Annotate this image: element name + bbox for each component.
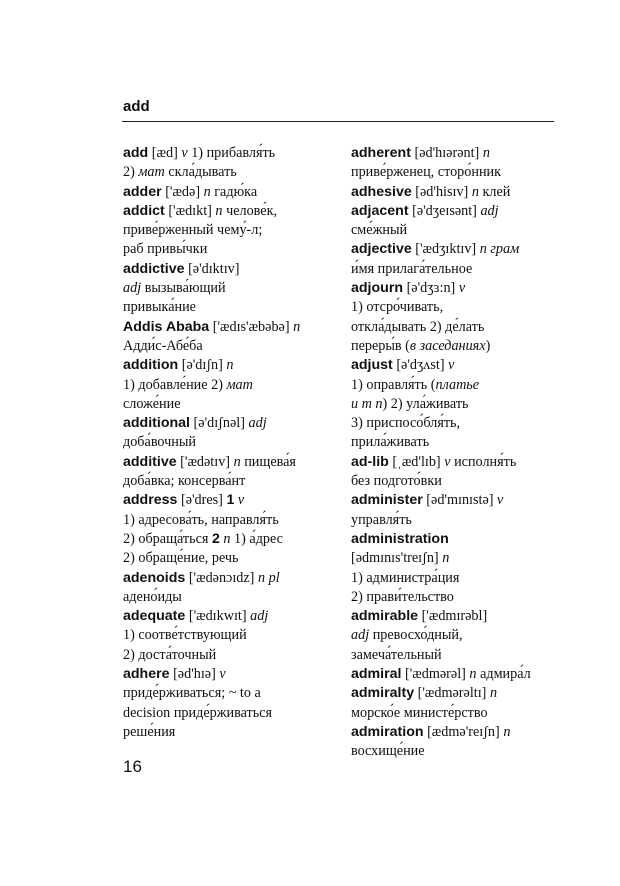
entry-text: раб привы́чки xyxy=(123,241,208,258)
entry-line xyxy=(351,318,566,337)
entry-line xyxy=(351,221,566,240)
headword: adhesive xyxy=(351,183,412,200)
entry-text: [əd'hisɪv] xyxy=(411,183,472,200)
entry-line xyxy=(123,723,328,742)
entry-line xyxy=(123,414,328,433)
entry-text: ['ædɪkt] xyxy=(164,202,216,219)
entry-line xyxy=(351,395,566,414)
entry-text: пищева́я xyxy=(240,453,296,470)
dictionary-entry xyxy=(123,569,328,608)
entry-line xyxy=(123,183,328,202)
entry-text: превосхо́дный, xyxy=(369,627,463,644)
dictionary-entry xyxy=(123,414,328,453)
entry-text: адено́иды xyxy=(123,588,182,605)
entry-line xyxy=(351,491,566,510)
dictionary-entry xyxy=(123,607,328,665)
entry-line xyxy=(351,472,566,491)
entry-line xyxy=(351,298,566,317)
headword: ad-lib xyxy=(351,453,389,470)
entry-line xyxy=(351,376,566,395)
headword: addict xyxy=(123,202,165,219)
entry-text: ['ædmɪrəbl] xyxy=(418,608,488,625)
entry-line xyxy=(123,376,328,395)
entry-text: [ə'dɪʃn] xyxy=(178,357,227,374)
sense-number: 1 xyxy=(226,492,235,509)
entry-line xyxy=(351,646,566,665)
entry-line xyxy=(123,588,328,607)
dictionary-entry xyxy=(123,356,328,414)
italic-label: и т п xyxy=(351,395,383,412)
entry-line xyxy=(351,511,566,530)
entry-line xyxy=(351,433,566,452)
entry-text: 1) добавле́ние 2) xyxy=(123,376,227,393)
entry-text: приве́рженный чему́-л; xyxy=(123,222,263,239)
italic-label: v xyxy=(237,492,245,509)
headword: additional xyxy=(123,415,190,432)
italic-label: n xyxy=(489,685,498,702)
headword: admiral xyxy=(351,666,402,683)
entry-text: приве́рженец, сторо́нник xyxy=(351,164,502,181)
entry-text: адмира́л xyxy=(476,666,531,683)
headword: adjacent xyxy=(351,202,409,219)
entry-text: ) 2) ула́живать xyxy=(382,395,469,412)
entry-line xyxy=(351,742,566,761)
italic-label: n xyxy=(482,145,490,161)
entry-text: и́мя прилага́тельное xyxy=(351,260,473,277)
entry-line xyxy=(123,607,328,626)
entry-line xyxy=(351,183,566,202)
entry-text: ['ædmərəltɪ] xyxy=(414,685,490,702)
headword: administer xyxy=(351,492,423,509)
entry-text: 2) прави́тельство xyxy=(351,588,454,605)
entry-text: [æd] xyxy=(148,145,182,161)
entry-line xyxy=(351,163,566,182)
entry-line xyxy=(123,337,328,356)
italic-label: платье xyxy=(435,376,480,393)
entry-text: 3) приспосо́бля́ть, xyxy=(351,415,461,432)
dictionary-entry xyxy=(351,723,566,762)
sense-number: 2 xyxy=(211,530,220,547)
headword: admiralty xyxy=(351,685,415,702)
entry-line xyxy=(351,530,566,549)
entry-text: замеча́тельный xyxy=(351,646,442,663)
entry-line xyxy=(123,260,328,279)
italic-label: n xyxy=(293,318,301,335)
entry-line xyxy=(123,279,328,298)
headword: adhere xyxy=(123,666,170,683)
entry-line xyxy=(123,646,328,665)
entry-line xyxy=(351,704,566,723)
entry-line xyxy=(123,472,328,491)
entry-line xyxy=(351,337,566,356)
entry-text: ['ædənɔɪdz] xyxy=(185,569,258,586)
italic-label: n xyxy=(215,202,223,219)
entry-text: ['ædə] xyxy=(161,183,204,200)
entry-line xyxy=(351,665,566,684)
entry-text: [ə'dʒɜ:n] xyxy=(403,280,459,297)
headword: adjective xyxy=(351,241,412,258)
header-rule xyxy=(122,121,554,122)
headword: adder xyxy=(123,183,162,200)
italic-label: adj xyxy=(351,627,370,644)
entry-text: 2) обраще́ние, речь xyxy=(123,550,239,567)
entry-text: [əd'hɪərənt] xyxy=(410,145,483,161)
entry-text: гадю́ка xyxy=(210,183,258,200)
dictionary-entry xyxy=(351,144,566,183)
entry-line xyxy=(351,607,566,626)
entry-text: [ə'dɪʃnəl] xyxy=(190,415,249,432)
entry-line xyxy=(351,144,566,163)
dictionary-entry xyxy=(351,240,566,279)
entry-text: привыка́ние xyxy=(123,299,196,316)
italic-label: v xyxy=(181,145,188,161)
entry-line xyxy=(351,202,566,221)
entry-text: вызыва́ющий xyxy=(141,280,226,297)
page-number: 16 xyxy=(123,757,142,776)
entry-text: ['ædmərəl] xyxy=(401,666,470,683)
entry-line xyxy=(351,549,566,568)
dictionary-entry xyxy=(123,318,328,357)
entry-text: доба́вочный xyxy=(123,434,197,451)
entry-text: 2) обраща́ться xyxy=(123,530,212,547)
entry-line xyxy=(123,298,328,317)
entry-text: ['ædʒɪktɪv] xyxy=(411,241,480,258)
entry-line xyxy=(351,626,566,645)
dictionary-entry xyxy=(123,665,328,742)
left-column xyxy=(123,144,328,742)
italic-label: n xyxy=(226,357,234,374)
entry-line xyxy=(351,684,566,703)
entry-line xyxy=(123,511,328,530)
headword: admirable xyxy=(351,608,419,625)
entry-text: ) xyxy=(485,337,491,354)
entry-text: 2) xyxy=(123,164,139,181)
italic-label: n xyxy=(469,666,477,683)
dictionary-entry xyxy=(351,183,566,202)
entry-line xyxy=(123,318,328,337)
entry-text: 1) адресова́ть, направля́ть xyxy=(123,511,279,528)
dictionary-entry xyxy=(123,453,328,492)
entry-line xyxy=(123,163,328,182)
italic-label: мат xyxy=(138,164,165,181)
entry-text: клей xyxy=(478,183,511,200)
right-column xyxy=(351,144,566,762)
dictionary-entry xyxy=(351,453,566,492)
entry-text: прила́живать xyxy=(351,434,430,451)
entry-text: сложе́ние xyxy=(123,395,181,412)
italic-label: n xyxy=(503,723,511,740)
entry-text: 1) администра́ция xyxy=(351,569,460,586)
entry-text: доба́вка; консерва́нт xyxy=(123,473,246,490)
entry-line xyxy=(123,202,328,221)
entry-line xyxy=(123,665,328,684)
italic-label: n xyxy=(203,183,211,200)
entry-text: исполня́ть xyxy=(450,453,517,470)
entry-line xyxy=(123,491,328,510)
entry-line xyxy=(351,279,566,298)
entry-line xyxy=(123,704,328,723)
entry-line xyxy=(123,240,328,259)
dictionary-entry xyxy=(351,202,566,241)
headword: Addis Ababa xyxy=(123,318,210,335)
entry-text: [ə'dʒeɪsənt] xyxy=(408,202,481,219)
entry-text: ['ædɪs'æbəbə] xyxy=(209,318,294,335)
headword: adenoids xyxy=(123,569,186,586)
italic-label: adj xyxy=(480,202,499,219)
entry-line xyxy=(351,356,566,375)
entry-text: 1) а́дрес xyxy=(230,530,283,547)
dictionary-entry xyxy=(351,279,566,356)
entry-line xyxy=(123,221,328,240)
entry-line xyxy=(123,433,328,452)
italic-label: n pl xyxy=(257,569,280,586)
italic-label: v xyxy=(448,357,455,374)
entry-text: ['ædətɪv] xyxy=(176,453,234,470)
dictionary-entry xyxy=(123,144,328,183)
dictionary-entry xyxy=(351,684,566,723)
entry-text: восхище́ние xyxy=(351,743,425,760)
italic-label: в заседаниях xyxy=(409,337,486,354)
entry-line xyxy=(351,240,566,259)
dictionary-entry xyxy=(351,665,566,684)
italic-label: мат xyxy=(226,376,253,393)
entry-text: челове́к, xyxy=(222,202,278,219)
italic-label: v xyxy=(444,453,451,470)
entry-text: сме́жный xyxy=(351,222,408,239)
entry-line xyxy=(351,414,566,433)
dictionary-entry xyxy=(123,183,328,202)
entry-text: [əd'mɪnɪstə] xyxy=(422,492,498,509)
headword: adherent xyxy=(351,145,411,161)
entry-line xyxy=(123,569,328,588)
entry-text: [ə'dʒʌst] xyxy=(392,357,449,374)
dictionary-entry xyxy=(123,260,328,318)
headword: admiration xyxy=(351,723,424,740)
entry-text: переры́в ( xyxy=(351,337,410,354)
headword: address xyxy=(123,492,178,509)
entry-text: [ədmɪnɪs'treɪʃn] xyxy=(351,550,443,567)
italic-label: adj xyxy=(250,608,269,625)
entry-line xyxy=(123,356,328,375)
entry-line xyxy=(123,144,328,163)
dictionary-entry xyxy=(351,607,566,665)
headword: addition xyxy=(123,357,179,374)
entry-text: 1) отсро́чивать, xyxy=(351,299,444,316)
entry-text: без подгото́вки xyxy=(351,473,442,490)
italic-label: n xyxy=(442,550,450,567)
entry-text: [ˌæd'lɪb] xyxy=(388,453,445,470)
entry-text: ['ædɪkwɪt] xyxy=(185,608,251,625)
italic-label: n грам xyxy=(479,241,520,258)
dictionary-entry xyxy=(123,491,328,568)
entry-text: [ə'dres] xyxy=(177,492,227,509)
entry-text: управля́ть xyxy=(351,511,412,528)
headword: adjust xyxy=(351,357,393,374)
italic-label: n xyxy=(233,453,241,470)
headword: adequate xyxy=(123,608,186,625)
headword: add xyxy=(123,145,149,161)
entry-text: 1) прибавля́ть xyxy=(187,145,276,161)
entry-text: откла́дывать 2) де́лать xyxy=(351,318,485,335)
dictionary-entry xyxy=(351,491,566,530)
dictionary-entry xyxy=(351,356,566,452)
running-head: add xyxy=(123,98,150,115)
entry-text: 1) оправля́ть ( xyxy=(351,376,436,393)
entry-line xyxy=(351,453,566,472)
entry-line xyxy=(123,684,328,703)
entry-text: реше́ния xyxy=(123,723,176,740)
entry-line xyxy=(123,549,328,568)
entry-text: [ædmə'reɪʃn] xyxy=(423,723,504,740)
entry-text: [ə'dɪktɪv] xyxy=(184,260,240,277)
entry-line xyxy=(123,530,328,549)
italic-label: v xyxy=(497,492,504,509)
entry-text: морско́е министе́рство xyxy=(351,704,488,721)
entry-line xyxy=(351,260,566,279)
entry-line xyxy=(351,569,566,588)
entry-text: скла́дывать xyxy=(164,164,237,181)
dictionary-entry xyxy=(123,202,328,260)
entry-text: decision приде́рживаться xyxy=(123,704,273,721)
entry-text: Адди́с-Абе́ба xyxy=(123,337,203,354)
entry-text: приде́рживаться; ~ to a xyxy=(123,685,261,702)
italic-label: v xyxy=(458,280,466,297)
italic-label: n xyxy=(471,183,479,200)
dictionary-entry xyxy=(351,530,566,607)
entry-line xyxy=(123,626,328,645)
headword: adjourn xyxy=(351,280,404,297)
entry-line xyxy=(123,453,328,472)
headword: administration xyxy=(351,530,449,547)
entry-text: 2) доста́точный xyxy=(123,646,217,663)
headword: addictive xyxy=(123,260,185,277)
entry-line xyxy=(351,588,566,607)
entry-line xyxy=(351,723,566,742)
entry-line xyxy=(123,395,328,414)
entry-text: [əd'hɪə] xyxy=(169,666,220,683)
italic-label: adj xyxy=(248,415,267,432)
headword: additive xyxy=(123,453,177,470)
italic-label: n xyxy=(223,530,231,547)
italic-label: adj xyxy=(123,280,142,297)
entry-text: 1) соотве́тствующий xyxy=(123,627,247,644)
italic-label: v xyxy=(219,666,226,683)
